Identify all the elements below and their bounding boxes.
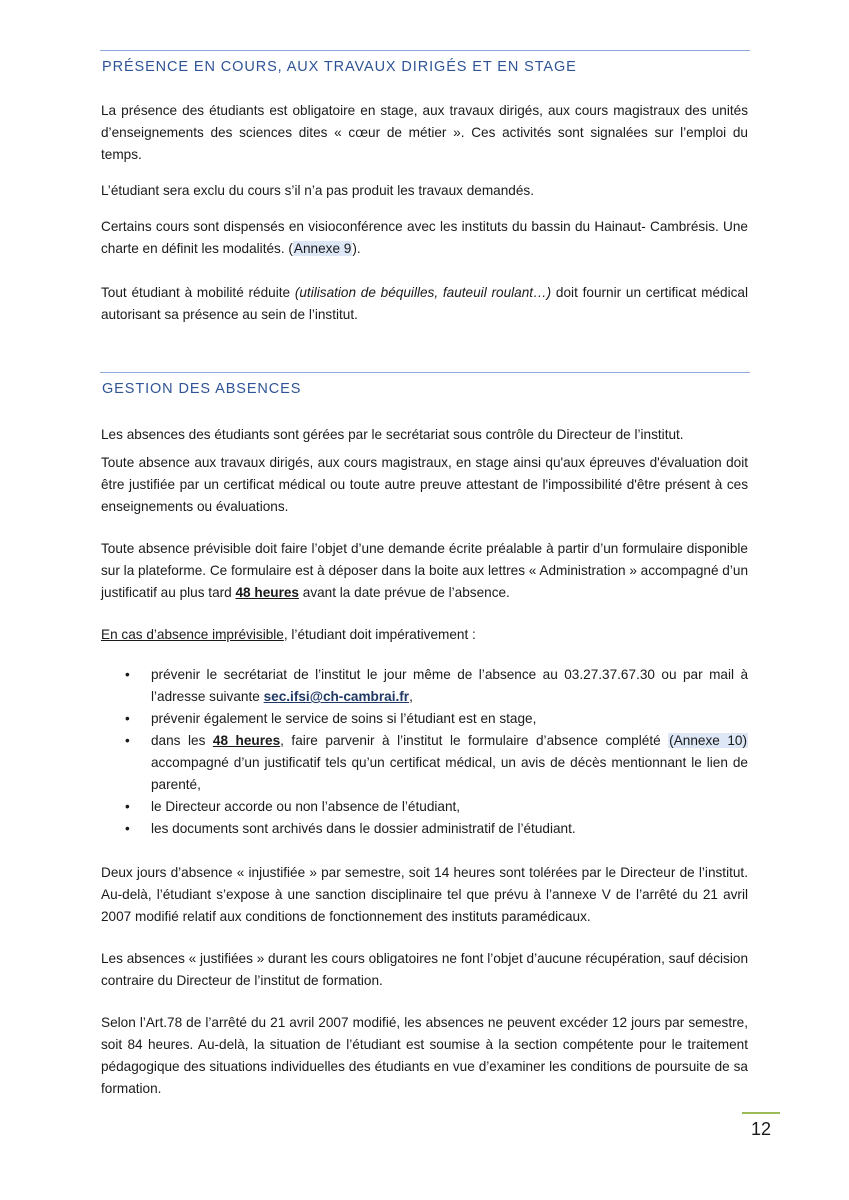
list-item-text: prévenir également le service de soins si l’étudiant est en stage, bbox=[151, 711, 537, 726]
paragraph-text: ). bbox=[352, 241, 361, 256]
bold-underlined-text: 48 heures bbox=[235, 585, 299, 600]
section-heading: PRÉSENCE EN COURS, AUX TRAVAUX DIRIGÉS ET EN STAGE bbox=[102, 59, 577, 75]
bullet-icon: • bbox=[125, 711, 130, 726]
paragraph bbox=[101, 216, 748, 260]
paragraph-text: Tout étudiant à mobilité réduite bbox=[101, 285, 295, 300]
paragraph: Les absences des étudiants sont gérées par le secrétariat sous contrôle du Directeur de l’institut. bbox=[101, 427, 684, 442]
paragraph-text: Toute absence prévisible doit faire l’objet d’une demande écrite préalable à partir d’un formulaire disponible sur la plateforme. Ce formulaire est à déposer dans la boite aux lettres « Administration » accompagné d’un justificatif au plus tard bbox=[101, 541, 748, 600]
paragraph-text: , l’étudiant doit impérativement : bbox=[283, 627, 476, 642]
paragraph: L’étudiant sera exclu du cours s’il n’a pas produit les travaux demandés. bbox=[101, 183, 534, 198]
paragraph-text: avant la date prévue de l’absence. bbox=[298, 585, 510, 600]
email-link[interactable]: sec.ifsi@ch-cambrai.fr bbox=[263, 689, 410, 704]
list-item-text: , bbox=[409, 689, 413, 704]
bullet-icon: • bbox=[125, 733, 130, 748]
annex-reference: (Annexe 10) bbox=[669, 733, 747, 748]
list-item-text: , faire parvenir à l’institut le formulaire d’absence complété bbox=[280, 733, 669, 748]
bullet-icon: • bbox=[125, 821, 130, 836]
section-divider bbox=[100, 50, 750, 51]
bold-underlined-text: 48 heures bbox=[212, 733, 281, 748]
list-item-text: dans les bbox=[151, 733, 213, 748]
paragraph: La présence des étudiants est obligatoire en stage, aux travaux dirigés, aux cours magistraux des unités d’enseignements des sciences dites « cœur de métier ». Ces activités sont signalées sur l’emploi du temps. bbox=[101, 103, 748, 162]
list-item bbox=[101, 708, 748, 730]
list-item-text: accompagné d’un justificatif tels qu’un certificat médical, un avis de décès mentionnant le lien de parenté, bbox=[151, 755, 748, 792]
section-divider bbox=[100, 372, 750, 373]
bullet-list bbox=[101, 664, 748, 840]
paragraph: Toute absence aux travaux dirigés, aux cours magistraux, en stage ainsi qu'aux épreuves d'évaluation doit être justifiée par un certificat médical ou toute autre preuve attestant de l'impossibilité d'être présent à ces enseignements ou évaluations. bbox=[101, 455, 748, 514]
bullet-icon: • bbox=[125, 799, 130, 814]
italic-text: (utilisation de béquilles, fauteuil roulant…) bbox=[294, 285, 552, 300]
section-absences bbox=[100, 372, 750, 399]
list-item bbox=[101, 796, 748, 818]
list-item-text: les documents sont archivés dans le dossier administratif de l’étudiant. bbox=[151, 821, 576, 836]
bullet-icon: • bbox=[125, 667, 130, 682]
list-item bbox=[101, 664, 748, 708]
list-item bbox=[101, 818, 748, 840]
paragraph bbox=[101, 282, 748, 326]
section-presence bbox=[100, 50, 750, 77]
section-heading: GESTION DES ABSENCES bbox=[102, 381, 302, 397]
list-item-text: prévenir le secrétariat de l’institut le jour même de l’absence au 03.27.37.67.30 ou par mail à l’adresse suivante bbox=[151, 667, 748, 704]
list-item-text: le Directeur accorde ou non l’absence de l’étudiant, bbox=[151, 799, 461, 814]
paragraph: Deux jours d’absence « injustifiée » par semestre, soit 14 heures sont tolérées par le Directeur de l’institut. Au-delà, l’étudiant s’expose à une sanction disciplinaire tel que prévu à l’annexe V de l’arrêté du 21 avril 2007 modifié relatif aux conditions de fonctionnement des instituts paramédicaux. bbox=[101, 865, 748, 924]
footer-accent-line bbox=[742, 1112, 780, 1114]
paragraph-text: doit fournir un certificat médical autorisant sa présence au sein de l’institut. bbox=[101, 285, 748, 322]
annex-reference: Annexe 9 bbox=[293, 241, 352, 256]
paragraph-text: Certains cours sont dispensés en visioconférence avec les instituts du bassin du Hainaut- Cambrésis. Une charte en définit les modalités. ( bbox=[101, 219, 748, 256]
paragraph bbox=[101, 538, 748, 604]
paragraph bbox=[101, 624, 748, 646]
paragraph: Les absences « justifiées » durant les cours obligatoires ne font l’objet d’aucune récupération, sauf décision contraire du Directeur de l’institut de formation. bbox=[101, 951, 748, 988]
paragraph: Selon l’Art.78 de l’arrêté du 21 avril 2007 modifié, les absences ne peuvent excéder 12 jours par semestre, soit 84 heures. Au-delà, la situation de l’étudiant est soumise à la section compétente pour le traitement pédagogique des situations individuelles des étudiants en vue d’examiner les conditions de poursuite de sa formation. bbox=[101, 1015, 748, 1096]
page-number: 12 bbox=[750, 1119, 772, 1139]
list-item bbox=[101, 730, 748, 796]
underlined-text: En cas d’absence imprévisible bbox=[101, 627, 284, 642]
